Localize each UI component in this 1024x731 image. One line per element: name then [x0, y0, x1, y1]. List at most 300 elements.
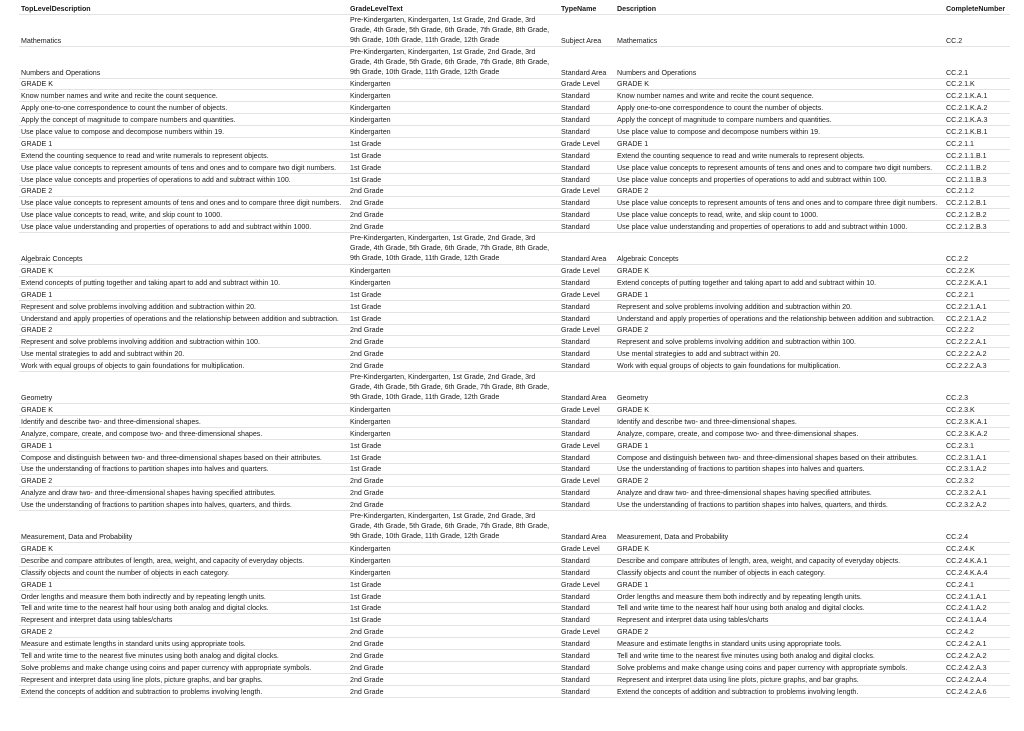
description-cell[interactable]: Extend concepts of putting together and taking apart to add and subtract within 10. [615, 276, 944, 288]
top-level-description-cell[interactable]: GRADE K [19, 265, 348, 277]
complete-number-cell[interactable]: CC.2.1.2 [944, 185, 1010, 197]
type-name-cell[interactable]: Grade Level [559, 324, 615, 336]
description-cell[interactable]: GRADE K [615, 78, 944, 90]
table-row [19, 348, 1010, 360]
complete-number-cell[interactable]: CC.2.2.2 [944, 324, 1010, 336]
type-name-cell[interactable]: Standard Area [559, 233, 615, 265]
type-name-cell[interactable]: Standard [559, 638, 615, 650]
type-name-cell[interactable]: Subject Area [559, 14, 615, 46]
grade-level-text-cell[interactable]: Kindergarten [348, 415, 559, 427]
grade-level-text-cell[interactable]: 1st Grade [348, 590, 559, 602]
grade-level-text-cell[interactable]: 2nd Grade [348, 626, 559, 638]
grade-level-text-cell[interactable]: 1st Grade [348, 451, 559, 463]
grade-level-text-cell[interactable]: 1st Grade [348, 463, 559, 475]
type-name-cell[interactable]: Standard [559, 673, 615, 685]
grade-level-text-cell[interactable]: Kindergarten [348, 427, 559, 439]
description-cell[interactable]: GRADE K [615, 265, 944, 277]
type-name-cell[interactable]: Standard [559, 650, 615, 662]
type-name-cell[interactable]: Standard [559, 451, 615, 463]
description-cell[interactable]: Use place value concepts and properties of operations to add and subtract within 100. [615, 173, 944, 185]
table-row [19, 451, 1010, 463]
table-row [19, 173, 1010, 185]
table-row [19, 288, 1010, 300]
complete-number-cell[interactable]: CC.2.4 [944, 511, 1010, 543]
table-row [19, 312, 1010, 324]
type-name-cell[interactable]: Standard [559, 312, 615, 324]
grade-level-text-cell[interactable]: 2nd Grade [348, 324, 559, 336]
table-row [19, 685, 1010, 697]
description-cell[interactable]: GRADE 2 [615, 626, 944, 638]
description-cell[interactable]: Apply the concept of magnitude to compare numbers and quantities. [615, 114, 944, 126]
top-level-description-cell[interactable]: Use place value concepts to represent amounts of tens and ones and to compare three digit numbers. [19, 197, 348, 209]
type-name-cell[interactable]: Standard [559, 209, 615, 221]
top-level-description-cell[interactable]: GRADE 1 [19, 578, 348, 590]
type-name-cell[interactable]: Grade Level [559, 78, 615, 90]
table-row [19, 90, 1010, 102]
grade-level-text-cell[interactable]: 1st Grade [348, 312, 559, 324]
type-name-cell[interactable]: Standard [559, 90, 615, 102]
grade-level-text-cell[interactable]: Kindergarten [348, 566, 559, 578]
description-cell[interactable]: GRADE 2 [615, 324, 944, 336]
complete-number-cell[interactable]: CC.2.3 [944, 372, 1010, 404]
table-row [19, 197, 1010, 209]
table-row [19, 46, 1010, 78]
description-cell[interactable]: Numbers and Operations [615, 46, 944, 78]
description-cell[interactable]: Order lengths and measure them both indirectly and by repeating length units. [615, 590, 944, 602]
top-level-description-cell[interactable]: GRADE 2 [19, 475, 348, 487]
complete-number-cell[interactable]: CC.2.3.1.A.2 [944, 463, 1010, 475]
description-cell[interactable]: Tell and write time to the nearest half hour using both analog and digital clocks. [615, 602, 944, 614]
table-row [19, 372, 1010, 404]
table-row [19, 276, 1010, 288]
grade-level-text-cell[interactable]: 2nd Grade [348, 348, 559, 360]
top-level-description-cell[interactable]: Extend the concepts of addition and subtraction to problems involving length. [19, 685, 348, 697]
description-cell[interactable]: Geometry [615, 372, 944, 404]
complete-number-cell[interactable]: CC.2.4.2.A.3 [944, 662, 1010, 674]
table-row [19, 638, 1010, 650]
description-cell[interactable]: Apply one-to-one correspondence to count the number of objects. [615, 102, 944, 114]
grade-level-text-cell[interactable]: Kindergarten [348, 265, 559, 277]
grade-level-text-cell[interactable]: 2nd Grade [348, 650, 559, 662]
complete-number-cell[interactable]: CC.2.4.2.A.2 [944, 650, 1010, 662]
description-cell[interactable]: Represent and solve problems involving addition and subtraction within 100. [615, 336, 944, 348]
type-name-cell[interactable]: Standard [559, 614, 615, 626]
complete-number-cell[interactable]: CC.2.4.1.A.2 [944, 602, 1010, 614]
grade-level-text-cell[interactable]: Kindergarten [348, 114, 559, 126]
header-type-name: TypeName [559, 1, 615, 14]
complete-number-cell[interactable]: CC.2.1.1.B.3 [944, 173, 1010, 185]
top-level-description-cell[interactable]: Use mental strategies to add and subtract within 20. [19, 348, 348, 360]
description-cell[interactable]: Algebraic Concepts [615, 233, 944, 265]
table-row [19, 185, 1010, 197]
type-name-cell[interactable]: Standard [559, 662, 615, 674]
grade-level-text-cell[interactable]: Kindergarten [348, 543, 559, 555]
description-cell[interactable]: GRADE 1 [615, 288, 944, 300]
type-name-cell[interactable]: Grade Level [559, 288, 615, 300]
complete-number-cell[interactable]: CC.2.1.2.B.3 [944, 221, 1010, 233]
description-cell[interactable]: Use place value concepts to represent amounts of tens and ones and to compare three digit numbers. [615, 197, 944, 209]
complete-number-cell[interactable]: CC.2.4.2 [944, 626, 1010, 638]
top-level-description-cell[interactable]: Understand and apply properties of operations and the relationship between addition and subtraction. [19, 312, 348, 324]
type-name-cell[interactable]: Standard Area [559, 372, 615, 404]
top-level-description-cell[interactable]: Numbers and Operations [19, 46, 348, 78]
header-grade-level-text: GradeLevelText [348, 1, 559, 14]
description-cell[interactable]: Extend the concepts of addition and subtraction to problems involving length. [615, 685, 944, 697]
description-cell[interactable]: Represent and interpret data using tables/charts [615, 614, 944, 626]
complete-number-cell[interactable]: CC.2.1.1 [944, 137, 1010, 149]
complete-number-cell[interactable]: CC.2.3.1 [944, 439, 1010, 451]
type-name-cell[interactable]: Grade Level [559, 439, 615, 451]
table-row [19, 14, 1010, 46]
grade-level-text-cell[interactable]: Kindergarten [348, 102, 559, 114]
top-level-description-cell[interactable]: Identify and describe two- and three-dimensional shapes. [19, 415, 348, 427]
description-cell[interactable]: GRADE 1 [615, 578, 944, 590]
complete-number-cell[interactable]: CC.2.2 [944, 233, 1010, 265]
complete-number-cell[interactable]: CC.2.3.K.A.1 [944, 415, 1010, 427]
type-name-cell[interactable]: Standard [559, 149, 615, 161]
type-name-cell[interactable]: Grade Level [559, 185, 615, 197]
grade-level-text-cell[interactable]: 2nd Grade [348, 662, 559, 674]
grade-level-text-cell[interactable]: Kindergarten [348, 276, 559, 288]
table-row [19, 650, 1010, 662]
grade-level-text-cell[interactable]: 1st Grade [348, 439, 559, 451]
complete-number-cell[interactable]: CC.2.2.1 [944, 288, 1010, 300]
top-level-description-cell[interactable]: GRADE 2 [19, 626, 348, 638]
grade-level-text-cell[interactable]: 1st Grade [348, 578, 559, 590]
type-name-cell[interactable]: Standard [559, 463, 615, 475]
top-level-description-cell[interactable]: Solve problems and make change using coins and paper currency with appropriate symbols. [19, 662, 348, 674]
header-complete-number: CompleteNumber [944, 1, 1010, 14]
table-row [19, 439, 1010, 451]
grade-level-text-cell[interactable]: Pre-Kindergarten, Kindergarten, 1st Grade, 2nd Grade, 3rd Grade, 4th Grade, 5th Grade, 6th Grade, 7th Grade, 8th Grade, 9th Grade, 10th Grade, 11th Grade, 12th Grade [348, 511, 559, 543]
complete-number-cell[interactable]: CC.2.2.1.A.1 [944, 300, 1010, 312]
type-name-cell[interactable]: Standard [559, 348, 615, 360]
grade-level-text-cell[interactable]: Pre-Kindergarten, Kindergarten, 1st Grade, 2nd Grade, 3rd Grade, 4th Grade, 5th Grade, 6th Grade, 7th Grade, 8th Grade, 9th Grade, 10th Grade, 11th Grade, 12th Grade [348, 14, 559, 46]
table-row [19, 102, 1010, 114]
description-cell[interactable]: GRADE 2 [615, 185, 944, 197]
description-cell[interactable]: Know number names and write and recite the count sequence. [615, 90, 944, 102]
grade-level-text-cell[interactable]: 2nd Grade [348, 221, 559, 233]
table-row [19, 336, 1010, 348]
table-row [19, 78, 1010, 90]
description-cell[interactable]: Use the understanding of fractions to partition shapes into halves and quarters. [615, 463, 944, 475]
table-row [19, 662, 1010, 674]
type-name-cell[interactable]: Grade Level [559, 137, 615, 149]
description-cell[interactable]: GRADE 1 [615, 137, 944, 149]
complete-number-cell[interactable]: CC.2 [944, 14, 1010, 46]
type-name-cell[interactable]: Standard [559, 427, 615, 439]
top-level-description-cell[interactable]: Represent and solve problems involving addition and subtraction within 100. [19, 336, 348, 348]
type-name-cell[interactable]: Standard [559, 566, 615, 578]
top-level-description-cell[interactable]: Measure and estimate lengths in standard units using appropriate tools. [19, 638, 348, 650]
complete-number-cell[interactable]: CC.2.2.K.A.1 [944, 276, 1010, 288]
type-name-cell[interactable]: Standard Area [559, 46, 615, 78]
description-cell[interactable]: Compose and distinguish between two- and three-dimensional shapes based on their attributes. [615, 451, 944, 463]
description-cell[interactable]: Tell and write time to the nearest five minutes using both analog and digital clocks. [615, 650, 944, 662]
grade-level-text-cell[interactable]: Pre-Kindergarten, Kindergarten, 1st Grade, 2nd Grade, 3rd Grade, 4th Grade, 5th Grade, 6th Grade, 7th Grade, 8th Grade, 9th Grade, 10th Grade, 11th Grade, 12th Grade [348, 233, 559, 265]
complete-number-cell[interactable]: CC.2.1.K.A.3 [944, 114, 1010, 126]
top-level-description-cell[interactable]: Use the understanding of fractions to partition shapes into halves and quarters. [19, 463, 348, 475]
type-name-cell[interactable]: Grade Level [559, 404, 615, 416]
table-row [19, 360, 1010, 372]
description-cell[interactable]: Mathematics [615, 14, 944, 46]
description-cell[interactable]: Understand and apply properties of operations and the relationship between addition and subtraction. [615, 312, 944, 324]
top-level-description-cell[interactable]: GRADE 2 [19, 185, 348, 197]
table-row [19, 221, 1010, 233]
top-level-description-cell[interactable]: Extend the counting sequence to read and write numerals to represent objects. [19, 149, 348, 161]
top-level-description-cell[interactable]: Represent and interpret data using line plots, picture graphs, and bar graphs. [19, 673, 348, 685]
description-cell[interactable]: Work with equal groups of objects to gain foundations for multiplication. [615, 360, 944, 372]
complete-number-cell[interactable]: CC.2.1.K.B.1 [944, 126, 1010, 138]
table-row [19, 161, 1010, 173]
table-row [19, 499, 1010, 511]
complete-number-cell[interactable]: CC.2.3.K [944, 404, 1010, 416]
top-level-description-cell[interactable]: Use place value to compose and decompose numbers within 19. [19, 126, 348, 138]
description-cell[interactable]: Use place value concepts to represent amounts of tens and ones and to compare two digit numbers. [615, 161, 944, 173]
top-level-description-cell[interactable]: Mathematics [19, 14, 348, 46]
type-name-cell[interactable]: Standard [559, 590, 615, 602]
top-level-description-cell[interactable]: Classify objects and count the number of objects in each category. [19, 566, 348, 578]
complete-number-cell[interactable]: CC.2.1.K.A.1 [944, 90, 1010, 102]
top-level-description-cell[interactable]: GRADE K [19, 404, 348, 416]
grade-level-text-cell[interactable]: 1st Grade [348, 288, 559, 300]
description-cell[interactable]: Extend the counting sequence to read and write numerals to represent objects. [615, 149, 944, 161]
top-level-description-cell[interactable]: Use place value concepts to read, write, and skip count to 1000. [19, 209, 348, 221]
table-row [19, 475, 1010, 487]
top-level-description-cell[interactable]: GRADE K [19, 543, 348, 555]
description-cell[interactable]: Use place value understanding and properties of operations to add and subtract within 1000. [615, 221, 944, 233]
grade-level-text-cell[interactable]: Kindergarten [348, 78, 559, 90]
complete-number-cell[interactable]: CC.2.3.2.A.1 [944, 487, 1010, 499]
type-name-cell[interactable]: Standard [559, 161, 615, 173]
type-name-cell[interactable]: Standard [559, 499, 615, 511]
top-level-description-cell[interactable]: GRADE 1 [19, 439, 348, 451]
top-level-description-cell[interactable]: Represent and interpret data using tables/charts [19, 614, 348, 626]
complete-number-cell[interactable]: CC.2.4.2.A.4 [944, 673, 1010, 685]
type-name-cell[interactable]: Standard [559, 114, 615, 126]
complete-number-cell[interactable]: CC.2.3.2 [944, 475, 1010, 487]
description-cell[interactable]: GRADE K [615, 404, 944, 416]
type-name-cell[interactable]: Grade Level [559, 265, 615, 277]
type-name-cell[interactable]: Standard [559, 300, 615, 312]
type-name-cell[interactable]: Standard [559, 360, 615, 372]
grade-level-text-cell[interactable]: Kindergarten [348, 90, 559, 102]
grade-level-text-cell[interactable]: Pre-Kindergarten, Kindergarten, 1st Grade, 2nd Grade, 3rd Grade, 4th Grade, 5th Grade, 6th Grade, 7th Grade, 8th Grade, 9th Grade, 10th Grade, 11th Grade, 12th Grade [348, 46, 559, 78]
top-level-description-cell[interactable]: GRADE K [19, 78, 348, 90]
table-row [19, 463, 1010, 475]
table-row [19, 614, 1010, 626]
top-level-description-cell[interactable]: Use place value concepts and properties of operations to add and subtract within 100. [19, 173, 348, 185]
grade-level-text-cell[interactable]: 2nd Grade [348, 638, 559, 650]
grade-level-text-cell[interactable]: 2nd Grade [348, 336, 559, 348]
complete-number-cell[interactable]: CC.2.3.1.A.1 [944, 451, 1010, 463]
grade-level-text-cell[interactable]: 1st Grade [348, 300, 559, 312]
description-cell[interactable]: Use place value to compose and decompose numbers within 19. [615, 126, 944, 138]
top-level-description-cell[interactable]: Order lengths and measure them both indirectly and by repeating length units. [19, 590, 348, 602]
top-level-description-cell[interactable]: Algebraic Concepts [19, 233, 348, 265]
grade-level-text-cell[interactable]: 1st Grade [348, 161, 559, 173]
description-cell[interactable]: Classify objects and count the number of objects in each category. [615, 566, 944, 578]
type-name-cell[interactable]: Standard [559, 197, 615, 209]
table-row [19, 566, 1010, 578]
standards-table [19, 1, 1010, 698]
top-level-description-cell[interactable]: GRADE 1 [19, 137, 348, 149]
type-name-cell[interactable]: Standard [559, 336, 615, 348]
table-row [19, 578, 1010, 590]
table-row [19, 555, 1010, 567]
complete-number-cell[interactable]: CC.2.1.2.B.2 [944, 209, 1010, 221]
type-name-cell[interactable]: Grade Level [559, 543, 615, 555]
type-name-cell[interactable]: Standard [559, 126, 615, 138]
top-level-description-cell[interactable]: Analyze and draw two- and three-dimensional shapes having specified attributes. [19, 487, 348, 499]
description-cell[interactable]: Use the understanding of fractions to partition shapes into halves, quarters, and thirds. [615, 499, 944, 511]
complete-number-cell[interactable]: CC.2.1.K [944, 78, 1010, 90]
type-name-cell[interactable]: Standard [559, 602, 615, 614]
table-row [19, 209, 1010, 221]
top-level-description-cell[interactable]: Know number names and write and recite the count sequence. [19, 90, 348, 102]
grade-level-text-cell[interactable]: 2nd Grade [348, 185, 559, 197]
type-name-cell[interactable]: Standard [559, 102, 615, 114]
grade-level-text-cell[interactable]: 2nd Grade [348, 673, 559, 685]
grade-level-text-cell[interactable]: 2nd Grade [348, 487, 559, 499]
description-cell[interactable]: GRADE K [615, 543, 944, 555]
top-level-description-cell[interactable]: Use place value concepts to represent amounts of tens and ones and to compare two digit numbers. [19, 161, 348, 173]
complete-number-cell[interactable]: CC.2.4.K [944, 543, 1010, 555]
description-cell[interactable]: GRADE 1 [615, 439, 944, 451]
description-cell[interactable]: Analyze, compare, create, and compose two- and three-dimensional shapes. [615, 427, 944, 439]
complete-number-cell[interactable]: CC.2.4.K.A.1 [944, 555, 1010, 567]
grade-level-text-cell[interactable]: Pre-Kindergarten, Kindergarten, 1st Grade, 2nd Grade, 3rd Grade, 4th Grade, 5th Grade, 6th Grade, 7th Grade, 8th Grade, 9th Grade, 10th Grade, 11th Grade, 12th Grade [348, 372, 559, 404]
table-row [19, 602, 1010, 614]
table-row [19, 137, 1010, 149]
type-name-cell[interactable]: Grade Level [559, 626, 615, 638]
description-cell[interactable]: Describe and compare attributes of length, area, weight, and capacity of everyday objects. [615, 555, 944, 567]
description-cell[interactable]: GRADE 2 [615, 475, 944, 487]
top-level-description-cell[interactable]: GRADE 1 [19, 288, 348, 300]
type-name-cell[interactable]: Grade Level [559, 578, 615, 590]
top-level-description-cell[interactable]: GRADE 2 [19, 324, 348, 336]
grade-level-text-cell[interactable]: Kindergarten [348, 555, 559, 567]
type-name-cell[interactable]: Standard [559, 276, 615, 288]
table-row [19, 149, 1010, 161]
top-level-description-cell[interactable]: Use place value understanding and properties of operations to add and subtract within 1000. [19, 221, 348, 233]
type-name-cell[interactable]: Grade Level [559, 475, 615, 487]
complete-number-cell[interactable]: CC.2.1.1.B.1 [944, 149, 1010, 161]
top-level-description-cell[interactable]: Measurement, Data and Probability [19, 511, 348, 543]
type-name-cell[interactable]: Standard [559, 487, 615, 499]
complete-number-cell[interactable]: CC.2.2.2.A.2 [944, 348, 1010, 360]
complete-number-cell[interactable]: CC.2.2.2.A.1 [944, 336, 1010, 348]
complete-number-cell[interactable]: CC.2.1 [944, 46, 1010, 78]
header-description: Description [615, 1, 944, 14]
grade-level-text-cell[interactable]: 1st Grade [348, 137, 559, 149]
complete-number-cell[interactable]: CC.2.2.2.A.3 [944, 360, 1010, 372]
description-cell[interactable]: Analyze and draw two- and three-dimensional shapes having specified attributes. [615, 487, 944, 499]
grade-level-text-cell[interactable]: 1st Grade [348, 614, 559, 626]
description-cell[interactable]: Measurement, Data and Probability [615, 511, 944, 543]
complete-number-cell[interactable]: CC.2.4.2.A.6 [944, 685, 1010, 697]
table-row [19, 415, 1010, 427]
description-cell[interactable]: Use mental strategies to add and subtract within 20. [615, 348, 944, 360]
type-name-cell[interactable]: Standard [559, 221, 615, 233]
grade-level-text-cell[interactable]: 2nd Grade [348, 197, 559, 209]
type-name-cell[interactable]: Standard [559, 415, 615, 427]
complete-number-cell[interactable]: CC.2.1.2.B.1 [944, 197, 1010, 209]
top-level-description-cell[interactable]: Tell and write time to the nearest five minutes using both analog and digital clocks. [19, 650, 348, 662]
top-level-description-cell[interactable]: Geometry [19, 372, 348, 404]
header-row [19, 1, 1010, 14]
complete-number-cell[interactable]: CC.2.4.1.A.1 [944, 590, 1010, 602]
top-level-description-cell[interactable]: Work with equal groups of objects to gain foundations for multiplication. [19, 360, 348, 372]
complete-number-cell[interactable]: CC.2.2.1.A.2 [944, 312, 1010, 324]
complete-number-cell[interactable]: CC.2.4.2.A.1 [944, 638, 1010, 650]
table-row [19, 626, 1010, 638]
complete-number-cell[interactable]: CC.2.4.K.A.4 [944, 566, 1010, 578]
description-cell[interactable]: Represent and interpret data using line plots, picture graphs, and bar graphs. [615, 673, 944, 685]
grade-level-text-cell[interactable]: 1st Grade [348, 602, 559, 614]
table-row [19, 126, 1010, 138]
grade-level-text-cell[interactable]: 2nd Grade [348, 209, 559, 221]
top-level-description-cell[interactable]: Tell and write time to the nearest half hour using both analog and digital clocks. [19, 602, 348, 614]
type-name-cell[interactable]: Standard [559, 685, 615, 697]
top-level-description-cell[interactable]: Analyze, compare, create, and compose two- and three-dimensional shapes. [19, 427, 348, 439]
top-level-description-cell[interactable]: Apply the concept of magnitude to compare numbers and quantities. [19, 114, 348, 126]
description-cell[interactable]: Use place value concepts to read, write, and skip count to 1000. [615, 209, 944, 221]
description-cell[interactable]: Measure and estimate lengths in standard units using appropriate tools. [615, 638, 944, 650]
table-row [19, 427, 1010, 439]
top-level-description-cell[interactable]: Use the understanding of fractions to partition shapes into halves, quarters, and thirds. [19, 499, 348, 511]
table-row [19, 487, 1010, 499]
top-level-description-cell[interactable]: Compose and distinguish between two- and three-dimensional shapes based on their attributes. [19, 451, 348, 463]
table-row [19, 233, 1010, 265]
grade-level-text-cell[interactable]: 2nd Grade [348, 360, 559, 372]
grade-level-text-cell[interactable]: 2nd Grade [348, 475, 559, 487]
top-level-description-cell[interactable]: Apply one-to-one correspondence to count the number of objects. [19, 102, 348, 114]
table-row [19, 324, 1010, 336]
type-name-cell[interactable]: Standard [559, 173, 615, 185]
complete-number-cell[interactable]: CC.2.4.1.A.4 [944, 614, 1010, 626]
complete-number-cell[interactable]: CC.2.1.K.A.2 [944, 102, 1010, 114]
complete-number-cell[interactable]: CC.2.2.K [944, 265, 1010, 277]
description-cell[interactable]: Identify and describe two- and three-dimensional shapes. [615, 415, 944, 427]
table-row [19, 590, 1010, 602]
top-level-description-cell[interactable]: Represent and solve problems involving addition and subtraction within 20. [19, 300, 348, 312]
grade-level-text-cell[interactable]: 1st Grade [348, 149, 559, 161]
complete-number-cell[interactable]: CC.2.4.1 [944, 578, 1010, 590]
top-level-description-cell[interactable]: Describe and compare attributes of length, area, weight, and capacity of everyday objects. [19, 555, 348, 567]
complete-number-cell[interactable]: CC.2.3.2.A.2 [944, 499, 1010, 511]
top-level-description-cell[interactable]: Extend concepts of putting together and taking apart to add and subtract within 10. [19, 276, 348, 288]
description-cell[interactable]: Solve problems and make change using coins and paper currency with appropriate symbols. [615, 662, 944, 674]
header-top-level-description: TopLevelDescription [19, 1, 348, 14]
table-row [19, 114, 1010, 126]
type-name-cell[interactable]: Standard [559, 555, 615, 567]
grade-level-text-cell[interactable]: Kindergarten [348, 404, 559, 416]
table-row [19, 404, 1010, 416]
complete-number-cell[interactable]: CC.2.3.K.A.2 [944, 427, 1010, 439]
grade-level-text-cell[interactable]: Kindergarten [348, 126, 559, 138]
table-row [19, 543, 1010, 555]
description-cell[interactable]: Represent and solve problems involving addition and subtraction within 20. [615, 300, 944, 312]
grade-level-text-cell[interactable]: 2nd Grade [348, 685, 559, 697]
complete-number-cell[interactable]: CC.2.1.1.B.2 [944, 161, 1010, 173]
grade-level-text-cell[interactable]: 1st Grade [348, 173, 559, 185]
type-name-cell[interactable]: Standard Area [559, 511, 615, 543]
grade-level-text-cell[interactable]: 2nd Grade [348, 499, 559, 511]
table-row [19, 265, 1010, 277]
table-row [19, 300, 1010, 312]
table-row [19, 511, 1010, 543]
